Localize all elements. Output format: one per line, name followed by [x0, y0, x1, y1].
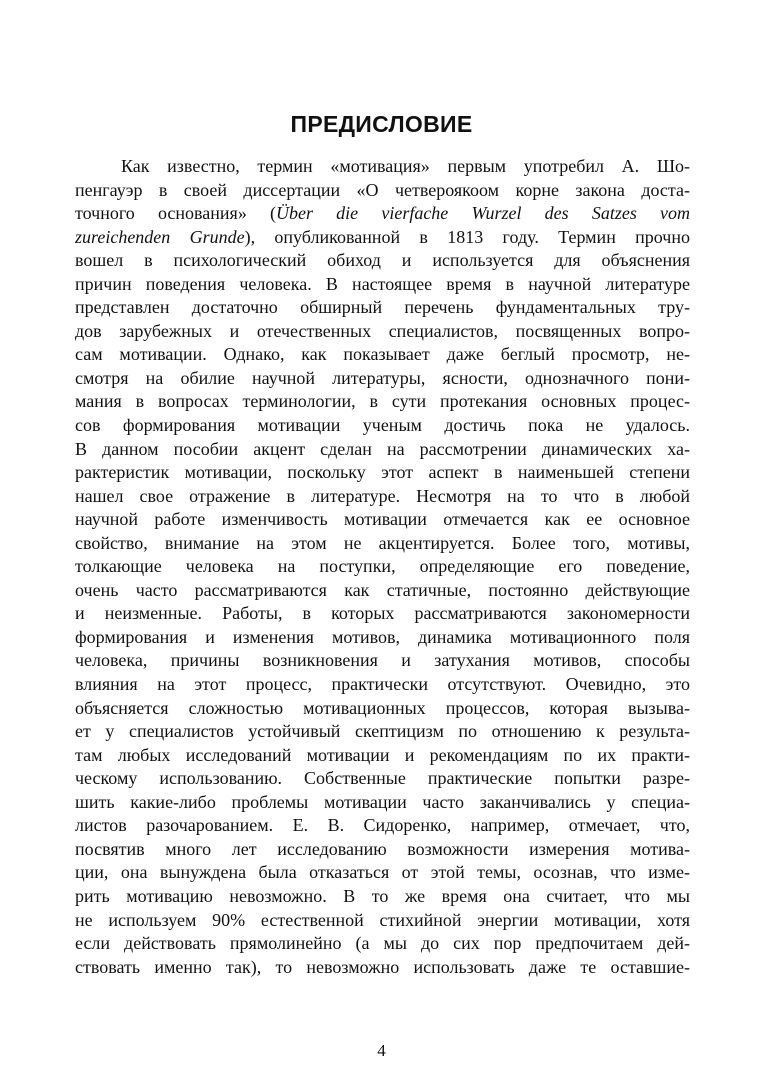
text-line: причин поведения человека. В настоящее время в научной литературе	[75, 273, 690, 294]
text-line: пенгауэр в своей диссертации «О четвероякоом корне закона доста-	[75, 179, 690, 200]
text-line: свойство, внимание на этом не акцентируется. Более того, мотивы,	[75, 532, 690, 553]
page-title: ПРЕДИСЛОВИЕ	[290, 111, 473, 137]
text-line: рактеристик мотивации, поскольку этот аспект в наименьшей степени	[75, 462, 690, 483]
text-line: там любых исследований мотивации и рекомендациям по их практи-	[75, 744, 690, 765]
page-number: 4	[377, 1041, 386, 1060]
italic-fragment: zureichenden Grunde	[75, 226, 245, 247]
text-line: шить какие-либо проблемы мотивации часто заканчивались у специа-	[75, 791, 690, 812]
text-line: сам мотивации. Однако, как показывает даже беглый просмотр, не-	[75, 344, 690, 365]
text-line: человека, причины возникновения и затухания мотивов, способы	[75, 650, 690, 671]
text-line: смотря на обилие научной литературы, ясности, однозначного пони-	[75, 367, 690, 388]
text-line: формирования и изменения мотивов, динамика мотивационного поля	[75, 626, 690, 647]
text-line: ции, она вынуждена была отказаться от этой темы, осознав, что изме-	[75, 862, 690, 883]
text-line: представлен достаточно обширный перечень фундаментальных тру-	[75, 297, 690, 318]
text-fragment: ), опубликованной в 1813 году. Термин прочно	[244, 226, 690, 247]
text-line: посвятив много лет исследованию возможности измерения мотива-	[75, 838, 690, 859]
text-line: толкающие человека на поступки, определяющие его поведение,	[75, 556, 690, 577]
text-line: сов формирования мотивации ученым достичь пока не удалось.	[75, 415, 690, 436]
text-line: ет у специалистов устойчивый скептицизм по отношению к результа-	[75, 721, 690, 742]
text-line: нашел свое отражение в литературе. Несмотря на то что в любой	[75, 485, 690, 506]
text-line: объясняется сложностью мотивационных процессов, которая вызыва-	[75, 697, 690, 718]
text-line: вошел в психологический обиход и используется для объяснения	[75, 250, 690, 271]
text-line: дов зарубежных и отечественных специалистов, посвященных вопро-	[75, 320, 690, 341]
text-line: листов разочарованием. Е. В. Сидоренко, например, отмечает, что,	[75, 815, 690, 836]
text-line: ствовать именно так), то невозможно использовать даже те оставшие-	[75, 956, 690, 977]
text-line: если действовать прямолинейно (а мы до сих пор предпочитаем дей-	[75, 933, 690, 954]
text-line	[75, 226, 690, 250]
text-line: влияния на этот процесс, практически отсутствуют. Очевидно, это	[75, 674, 690, 695]
text-line: не используем 90% естественной стихийной энергии мотивации, хотя	[75, 909, 690, 930]
text-line: рить мотивацию невозможно. В то же время она считает, что мы	[75, 885, 690, 906]
text-line: В данном пособии акцент сделан на рассмотрении динамических ха-	[75, 438, 690, 459]
text-line: ческому использованию. Собственные практические попытки разре-	[75, 768, 690, 789]
text-line: Как известно, термин «мотивация» первым употребил А. Шо-	[121, 156, 690, 176]
text-line: очень часто рассматриваются как статичные, постоянно действующие	[75, 579, 690, 600]
body-paragraph	[75, 155, 690, 979]
text-line: и неизменные. Работы, в которых рассматриваются закономерности	[75, 603, 690, 624]
text-line: мания в вопросах терминологии, в сути протекания основных процес-	[75, 391, 690, 412]
text-line: научной работе изменчивость мотивации отмечается как ее основное	[75, 509, 690, 530]
text-fragment: точного основания» (	[75, 203, 276, 224]
italic-fragment: Über die vierfache Wurzel des Satzes vom	[276, 203, 690, 224]
text-line	[75, 202, 690, 226]
